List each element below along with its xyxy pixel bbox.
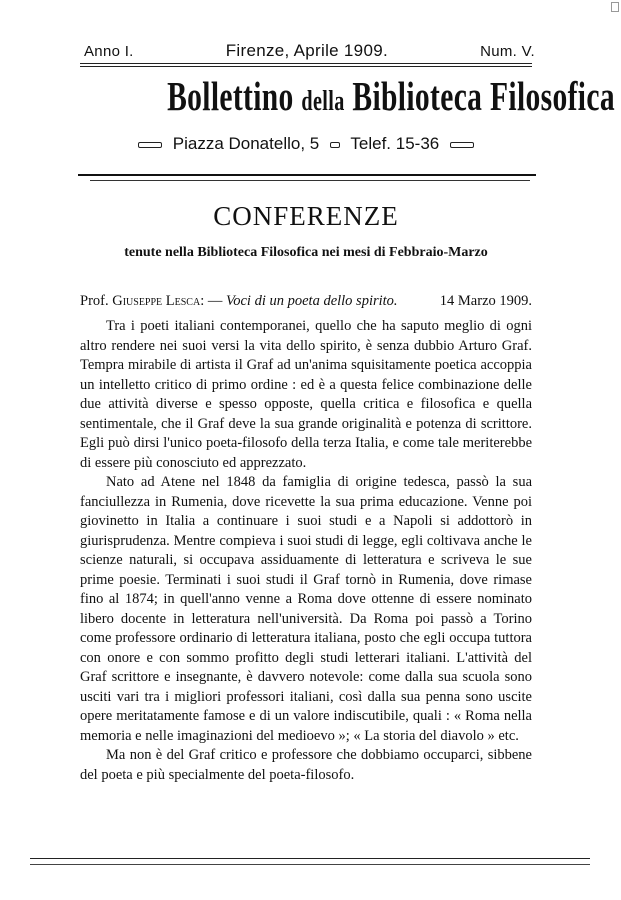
masthead-della: della xyxy=(301,86,345,117)
ornament-dash-icon xyxy=(450,142,474,148)
header-rule-top xyxy=(80,63,532,64)
byline-date: 14 Marzo 1909. xyxy=(439,293,532,309)
paragraph: Ma non è del Graf critico e professore che dobbiamo occuparci, sibbene del poeta e più specialmente del poeta-filosofo. xyxy=(80,747,532,783)
byline-talk-title: Voci di un poeta dello spirito. xyxy=(225,293,398,309)
issue-year: Anno I. xyxy=(84,43,134,60)
byline-separator: : — xyxy=(200,293,223,309)
article-title: CONFERENZE xyxy=(213,201,399,231)
masthead-biblioteca: Biblioteca Filosofica xyxy=(352,73,615,119)
issue-place-date: Firenze, Aprile 1909. xyxy=(225,41,388,60)
ornament-dash-icon xyxy=(330,142,340,148)
issue-number: Num. V. xyxy=(480,43,535,60)
article-body xyxy=(80,317,532,785)
paragraph: Tra i poeti italiani contemporanei, quello che ha saputo meglio di ogni altro rendere nei suoi versi la vita dello spirito, è senza dubbio Arturo Graf. Tempra mirabile di artista il Graf ad un'anima squisitamente poetica accoppia un intelletto critico di primo ordine : ed è a questa felice combinazione delle due attività diverse e spesso opposte, quella critica e filosofica e quella sentimentale, che il Graf deve la sua grande originalità e potenza di scrittore. Egli può dirsi l'unico poeta-filosofo della terza Italia, e come tale meriterebbe di essere più conosciuto ed apprezzato. xyxy=(80,318,532,471)
paragraph: Nato ad Atene nel 1848 da famiglia di origine tedesca, passò la sua fanciullezza in Rumenia, dove ricevette la sua prima educazione. Venne poi giovinetto in Italia a continuare i suoi studi e a Napoli si addottorò in giurisprudenza. Mentre compieva i suoi studi di legge, egli coltivava anche le scienze naturali, si occupava assiduamente di letteratura e scriveva le sue prime poesie. Terminati i suoi studi il Graf tornò in Rumenia, dove rimase fino al 1874; in quell'anno venne a Roma dove ottenne di essere nominato libero docente in letteratura nell'università. Da Roma poi passò a Torino come professore ordinario di letteratura italiana, posto che egli occupa tuttora con onore e con sommo profitto degli studi letterari italiani. L'attività del Graf scrittore e insegnante, è davvero notevole: come dalla sua scuola sono usciti vari tra i migliori professori italiani, così dalla sua penna sono uscite opere meritatamente famose e di un valore indiscutibile, quali : « Roma nella memoria e nelle imaginazioni del medioevo »; « La storia del diavolo » etc. xyxy=(80,474,532,744)
issue-header xyxy=(84,41,535,61)
address-street: Piazza Donatello, 5 xyxy=(172,134,320,153)
footer-rule-bottom xyxy=(30,864,590,865)
ornament-dash-icon xyxy=(138,142,162,148)
byline-author: Giuseppe Lesca xyxy=(112,293,201,309)
scan-corner-mark xyxy=(611,2,619,12)
header-rule-bottom xyxy=(80,66,532,67)
masthead-address xyxy=(80,134,532,154)
byline-prefix: Prof. xyxy=(80,293,109,309)
masthead-rule-thin xyxy=(90,180,530,181)
article-subtitle: tenute nella Biblioteca Filosofica nei mesi di Febbraio-Marzo xyxy=(124,245,488,260)
article-byline xyxy=(80,293,532,310)
masthead-title xyxy=(80,72,615,120)
footer-rule-top xyxy=(30,858,590,859)
address-phone: Telef. 15-36 xyxy=(350,134,440,153)
masthead-bollettino: Bollettino xyxy=(167,73,294,119)
masthead-rule-heavy xyxy=(78,174,536,176)
